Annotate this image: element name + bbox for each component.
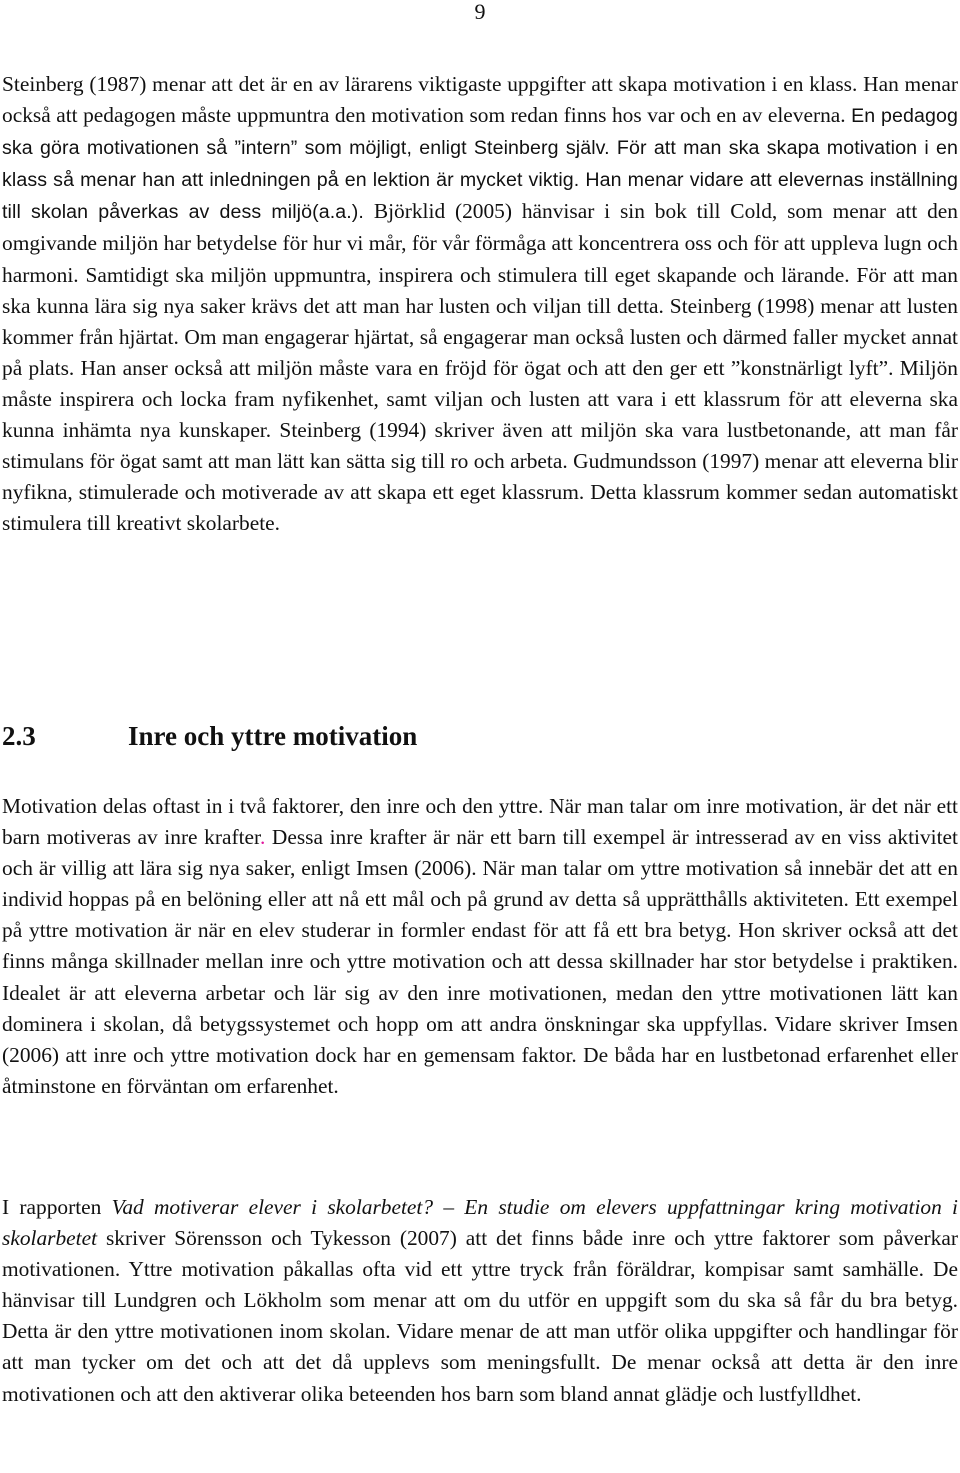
paragraph1-text-sans-part: En pedagog ska göra motivationen så ”intern” som möjligt, enligt Steinberg själv. För att man ska skapa motivation i en klass så menar han att inledningen på en lektion är mycket viktig. Han menar vidare att elevernas inställning till skolan påverkas av dess miljö(a.a.). [2,105,958,224]
page-number: 9 [474,0,486,24]
paragraph2-pink-dot: . [259,825,266,850]
paragraph3-text-part1: I rapporten [2,1195,112,1219]
paragraph3-text-part2: skriver Sörensson och Tykesson (2007) att det finns både inre och yttre faktorer som påverkar motivationen. Yttre motivation påkallas ofta vid ett yttre tryck från föräldrar, kompisar samt samhälle. De hänvisar till Lundgren och Lökholm som menar att om du utför en uppgift som du ska så får du bra betyg. Detta är den yttre motivationen inom skolan. Vidare menar de att man utför olika uppgifter och handlingar för att man tycker om det och att det då upplevs som meningsfullt. De menar också att detta är den inre motivationen och att den aktiverar olika beteenden hos barn som bland annat glädje och lustfylldhet. [2,1226,958,1406]
paragraph-rapporten [2,1192,958,1410]
section-heading [2,716,902,756]
paragraph3-report-title: Vad motiverar elever i skolarbetet? – En studie om elevers uppfattningar kring motivation i skolarbetet [2,1195,958,1251]
paragraph1-text-part3: Björklid (2005) hänvisar i sin bok till Cold, som menar att den omgivande miljön har betydelse för hur vi mår, för vår förmåga att koncentrera oss och för att uppleva lugn och harmoni. Samtidigt ska miljön uppmuntra, inspirera och stimulera till eget skapande och lärande. För att man ska kunna lära sig nya saker krävs det att man har lusten och viljan till detta. Steinberg (1998) menar att lusten kommer från hjärtat. Om man engagerar hjärtat, så engagerar man också lusten och därmed faller mycket annat på plats. Han anser också att miljön måste vara en fröjd för ögat och att den ger ett ”konstnärligt lyft”. Miljön måste inspirera och locka fram nyfikenhet, samt viljan och lusten att vara i ett klassrum för att eleverna ska kunna inhämta nya kunskaper. Steinberg (1994) skriver även att miljön ska vara lustbetonande, att man får stimulans för ögat samt att man lätt kan sätta sig till ro och arbeta. Gudmundsson (1997) menar att eleverna blir nyfikna, stimulerade och motiverade av att skapa ett eget klassrum. Detta klassrum kommer sedan automatiskt stimulera till kreativt skolarbete. [2,199,958,536]
section-title: Inre och yttre motivation [128,721,418,751]
paragraph-inre-yttre-motivation [2,791,958,1102]
paragraph2-text-part2: Dessa inre krafter är när ett barn till exempel är intresserad av en viss aktivitet och är villig att lära sig nya saker, enligt Imsen (2006). När man talar om yttre motivation så innebär det att en individ hoppas på en belöning eller att nå ett mål och på grund av detta så upprätthålls aktiviteten. Ett exempel på yttre motivation är när en elev studerar in formler endast för att få ett bra betyg. Hon skriver också att det finns många skillnader mellan inre och yttre motivation och att dessa skillnader har stor betydelse i praktiken. Idealet är att eleverna arbetar och lär sig av den inre motivationen, medan den yttre motivationen lätt kan dominera i skolan, då betygssystemet och hopp om att andra önskningar ska uppfyllas. Vidare skriver Imsen (2006) att inre och yttre motivation dock har en gemensam faktor. De båda har en lustbetonad erfarenhet eller åtminstone en förväntan om erfarenhet. [2,825,958,1098]
paragraph1-text-part1: Steinberg (1987) menar att det är en av lärarens viktigaste uppgifter att skapa motivation i en klass. Han menar också att pedagogen måste uppmuntra den motivation som redan finns hos var och en av eleverna. [2,72,958,128]
paragraph2-text-part1: Motivation delas oftast in i två faktorer, den inre och den yttre. När man talar om inre motivation, är det när ett barn motiveras av inre krafter [2,794,958,850]
section-number: 2.3 [2,721,36,751]
paragraph-steinberg-motivation [2,69,958,539]
